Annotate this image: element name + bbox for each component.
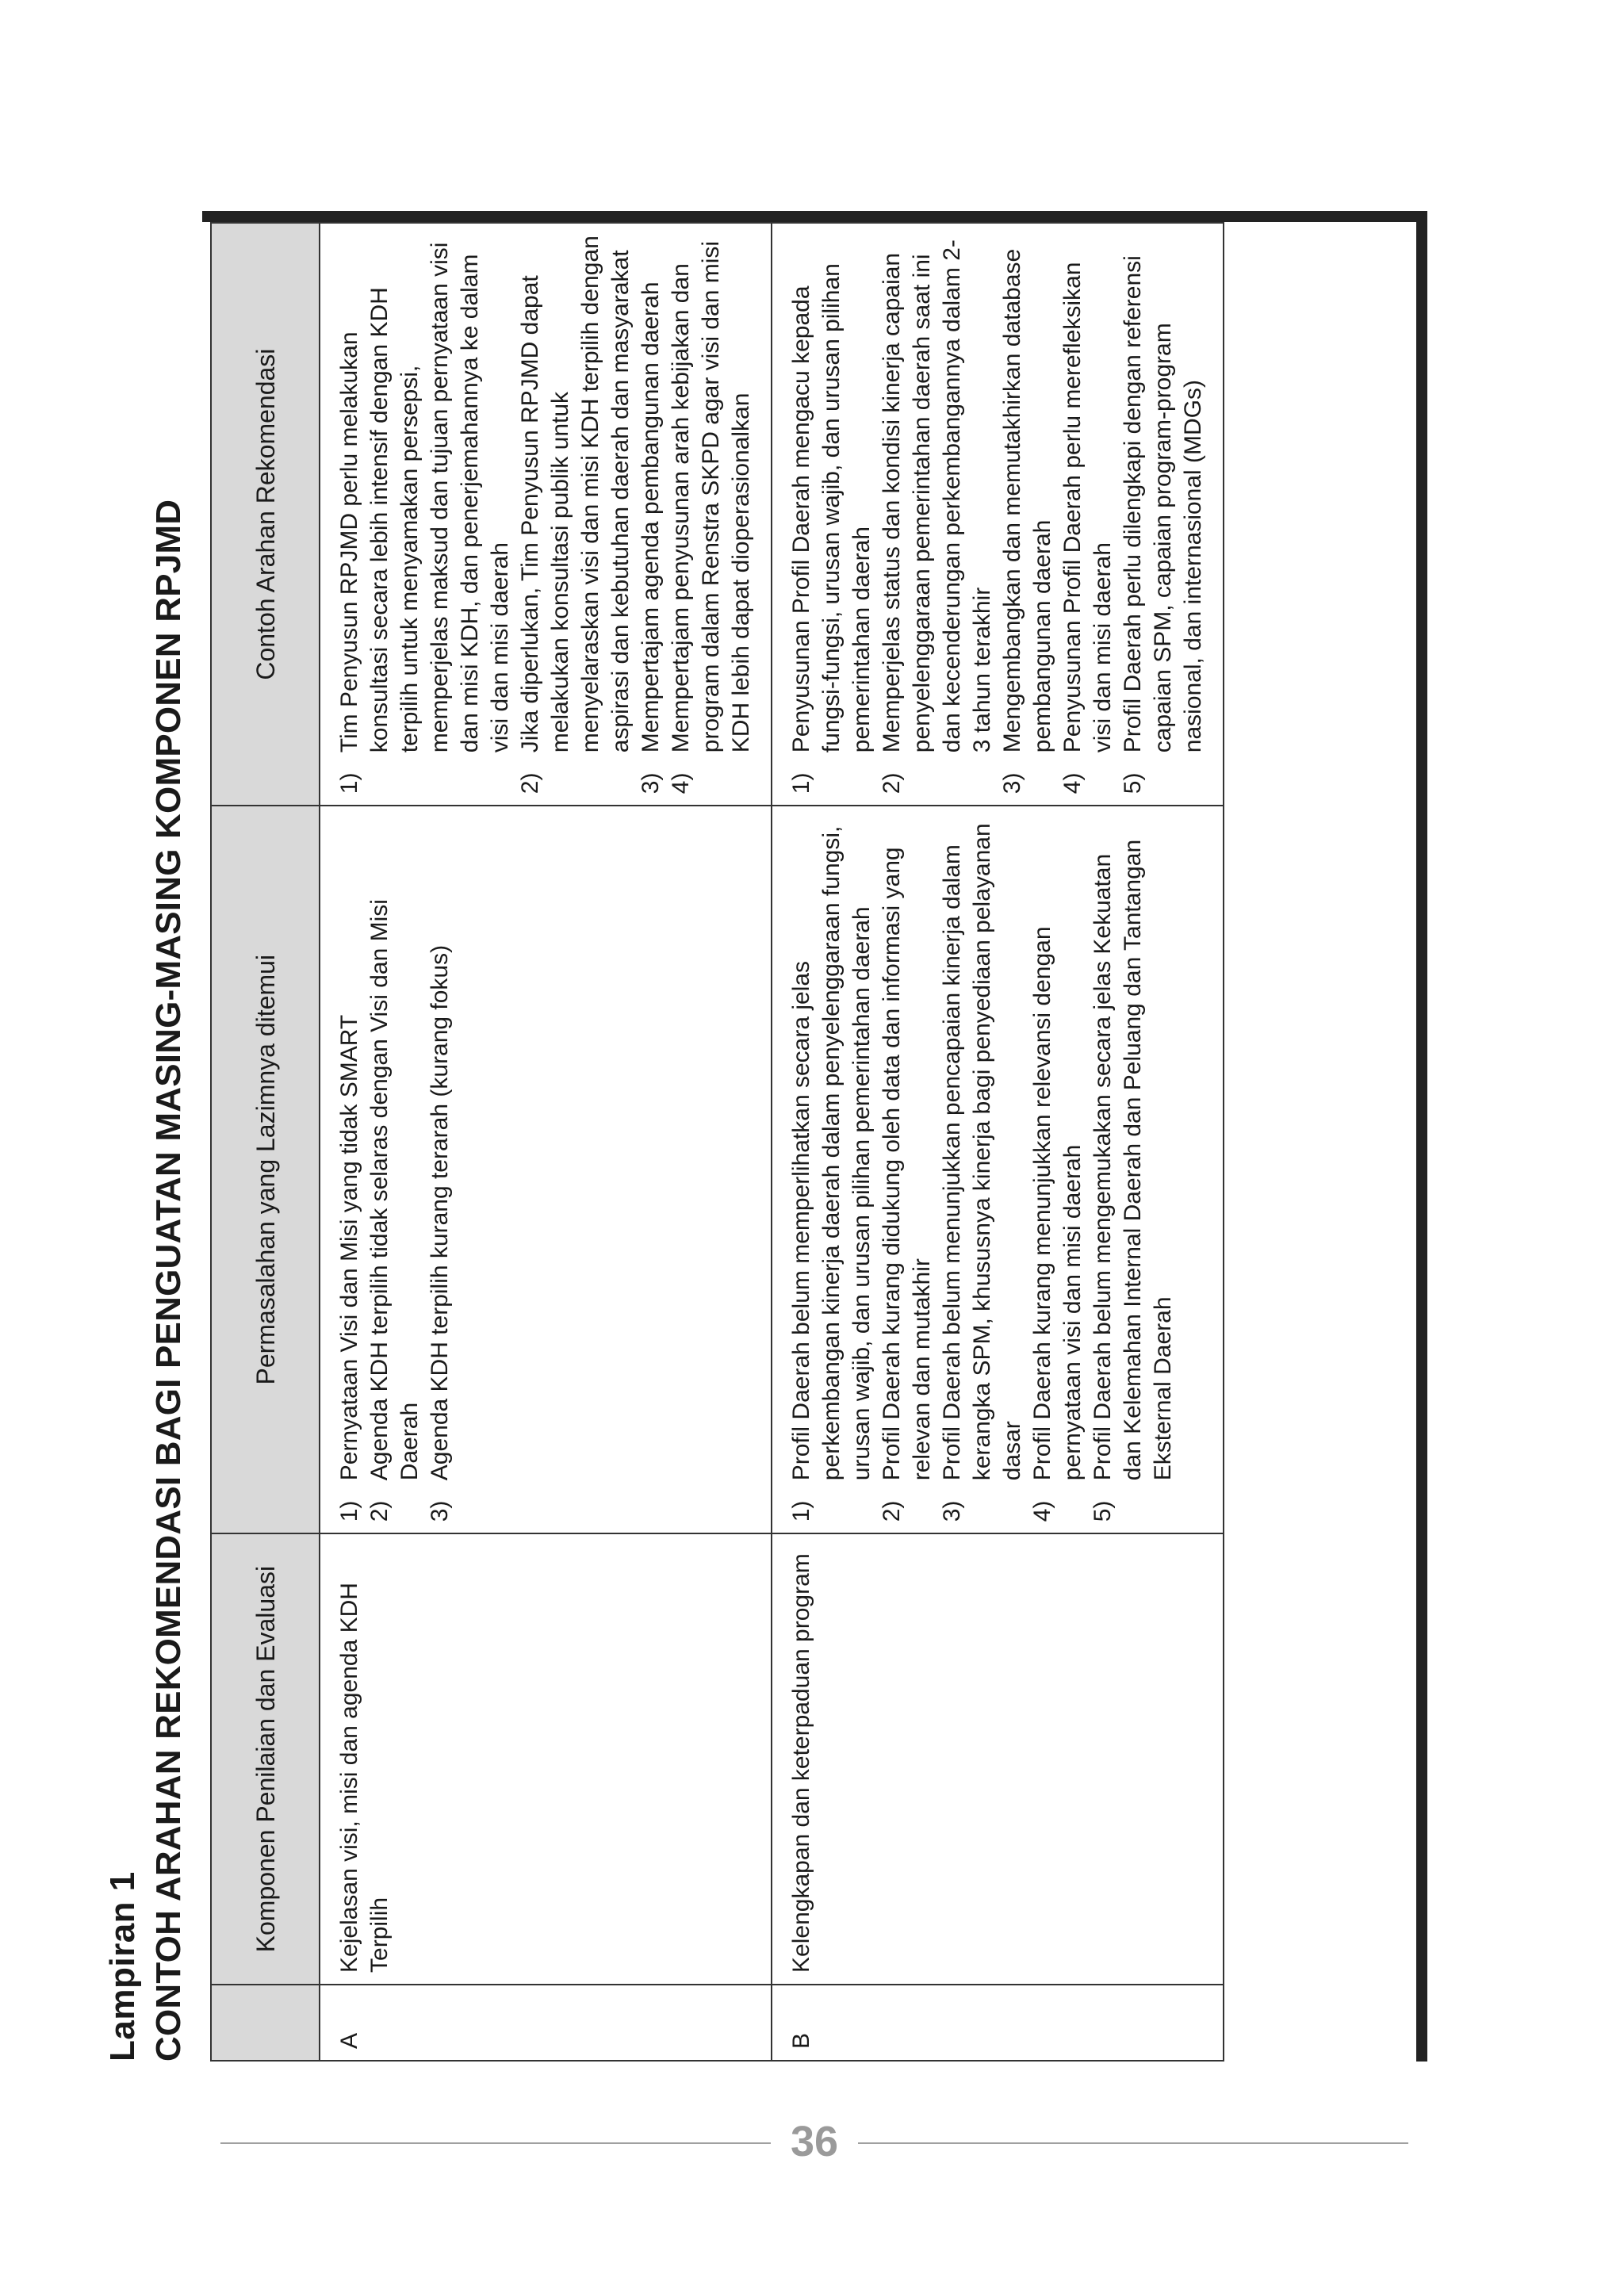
lampiran-heading: Lampiran 1 — [103, 1871, 142, 2062]
table-header-row — [211, 223, 320, 2061]
permasalahan-list — [335, 817, 455, 1522]
item-number: 4) — [1059, 772, 1086, 794]
item-text: Mengembangkan dan memutakhirkan database pembangunan daerah — [999, 248, 1055, 753]
item-text: Pernyataan Visi dan Misi yang tidak SMART — [336, 1014, 362, 1481]
item-text: Agenda KDH terpilih kurang terarah (kurang fokus) — [427, 944, 453, 1481]
recommendation-table-wrapper — [210, 222, 1427, 2062]
list-item — [335, 235, 515, 794]
list-item — [787, 235, 877, 794]
list-item — [787, 817, 877, 1522]
header-arahan: Contoh Arahan Rekomendasi — [211, 223, 320, 806]
list-item — [1028, 817, 1088, 1522]
table-row — [772, 223, 1224, 2061]
item-text: Jika diperlukan, Tim Penyusun RPJMD dapat melakukan konsultasi publik untuk menyelaraskan visi dan misi KDH terpilih dengan aspirasi dan kebutuhan daerah dan masyarakat — [517, 235, 634, 753]
table-shadow-right — [202, 211, 1419, 222]
item-text: Memperjelas status dan kondisi kinerja capaian penyelenggaraan pemerintahan daerah saat ini dan kecenderungan perkembangannya dalam 2-3 tahun terakhir — [879, 239, 995, 753]
list-item — [515, 235, 636, 794]
item-text: Mempertajam agenda pembangunan daerah — [638, 281, 664, 753]
table-body — [320, 223, 1224, 2061]
item-number: 2) — [879, 772, 905, 794]
list-item — [666, 235, 756, 794]
komponen-cell: Kelengkapan dan keterpaduan program — [772, 1533, 1224, 1985]
list-item — [365, 817, 425, 1522]
item-number: 1) — [336, 772, 362, 794]
item-text: Agenda KDH terpilih tidak selaras dengan Visi dan Misi Daerah — [366, 899, 423, 1481]
item-number: 4) — [1029, 1500, 1055, 1522]
arahan-list — [335, 235, 756, 794]
header-letter — [211, 1985, 320, 2061]
item-text: Profil Daerah kurang didukung oleh data dan informasi yang relevan dan mutakhir — [879, 847, 935, 1481]
item-text: Profil Daerah belum menunjukkan pencapaian kinerja dalam kerangka SPM, khususnya kinerja bagi penyediaan pelayanan dasar — [939, 823, 1025, 1481]
table-shadow-bottom — [1416, 211, 1427, 2062]
header-komponen: Komponen Penilaian dan Evaluasi — [211, 1533, 320, 1985]
item-number: 1) — [788, 1500, 814, 1522]
item-text: Profil Daerah belum memperlihatkan secara jelas perkembangan kinerja daerah dalam penyelenggaraan fungsi, urusan wajib, dan urusan pilihan pemerintahan daerah — [788, 825, 875, 1481]
item-number: 3) — [939, 1500, 965, 1522]
item-number: 1) — [336, 1500, 362, 1522]
permasalahan-list — [787, 817, 1178, 1522]
list-item — [877, 235, 998, 794]
item-number: 2) — [517, 772, 543, 794]
item-text: Profil Daerah belum mengemukakan secara jelas Kekuatan dan Kelemahan Internal Daerah dan Peluang dan Tantangan Eksternal Daerah — [1090, 839, 1176, 1481]
list-item — [998, 235, 1058, 794]
list-item — [937, 817, 1028, 1522]
item-number: 5) — [1090, 1500, 1116, 1522]
row-letter: B — [772, 1985, 1224, 2061]
item-text: Tim Penyusun RPJMD perlu melakukan konsultasi secara lebih intensif dengan KDH terpilih untuk menyamakan persepsi, memperjelas maksud dan tujuan pernyataan visi dan misi KDH, dan penerjemahannya ke dalam visi dan misi daerah — [336, 242, 513, 753]
page-number: 36 — [790, 2118, 839, 2165]
list-item — [877, 817, 937, 1522]
item-number: 5) — [1120, 772, 1146, 794]
header-permasalahan: Permasalahan yang Lazimnya ditemui — [211, 806, 320, 1533]
permasalahan-cell — [772, 806, 1224, 1533]
list-item — [335, 817, 365, 1522]
list-item — [1118, 235, 1208, 794]
rotated-content — [103, 48, 1451, 2093]
table-row — [320, 223, 772, 2061]
list-item — [425, 817, 455, 1522]
recommendation-table — [210, 222, 1224, 2062]
arahan-cell — [772, 223, 1224, 806]
item-text: Profil Daerah perlu dilengkapi dengan referensi capaian SPM, capaian program-program nasional, dan internasional (MDGs) — [1120, 255, 1206, 753]
item-number: 2) — [366, 1500, 393, 1522]
arahan-list — [787, 235, 1208, 794]
item-number: 2) — [879, 1500, 905, 1522]
item-text: Profil Daerah kurang menunjukkan relevansi dengan pernyataan visi dan misi daerah — [1029, 926, 1086, 1481]
list-item — [636, 235, 666, 794]
item-text: Penyusunan Profil Daerah perlu merefleksikan visi dan misi daerah — [1059, 262, 1116, 753]
page-title: CONTOH ARAHAN REKOMENDASI BAGI PENGUATAN MASING-MASING KOMPONEN RPJMD — [149, 499, 188, 2062]
row-letter: A — [320, 1985, 772, 2061]
item-number: 3) — [638, 772, 664, 794]
item-text: Penyusunan Profil Daerah mengacu kepada fungsi-fungsi, urusan wajib, dan urusan pilihan pemerintahan daerah — [788, 263, 875, 753]
komponen-cell: Kejelasan visi, misi dan agenda KDH Terpilih — [320, 1533, 772, 1985]
item-number: 3) — [999, 772, 1025, 794]
list-item — [1088, 817, 1178, 1522]
item-number: 1) — [788, 772, 814, 794]
footer-rule-left — [220, 2142, 771, 2144]
list-item — [1058, 235, 1118, 794]
item-number: 4) — [668, 772, 694, 794]
footer-rule-right — [858, 2142, 1408, 2144]
arahan-cell — [320, 223, 772, 806]
item-number: 3) — [427, 1500, 453, 1522]
permasalahan-cell — [320, 806, 772, 1533]
item-text: Mempertajam penyusunan arah kebijakan dan program dalam Renstra SKPD agar visi dan misi KDH lebih dapat dioperasionalkan — [668, 240, 754, 753]
